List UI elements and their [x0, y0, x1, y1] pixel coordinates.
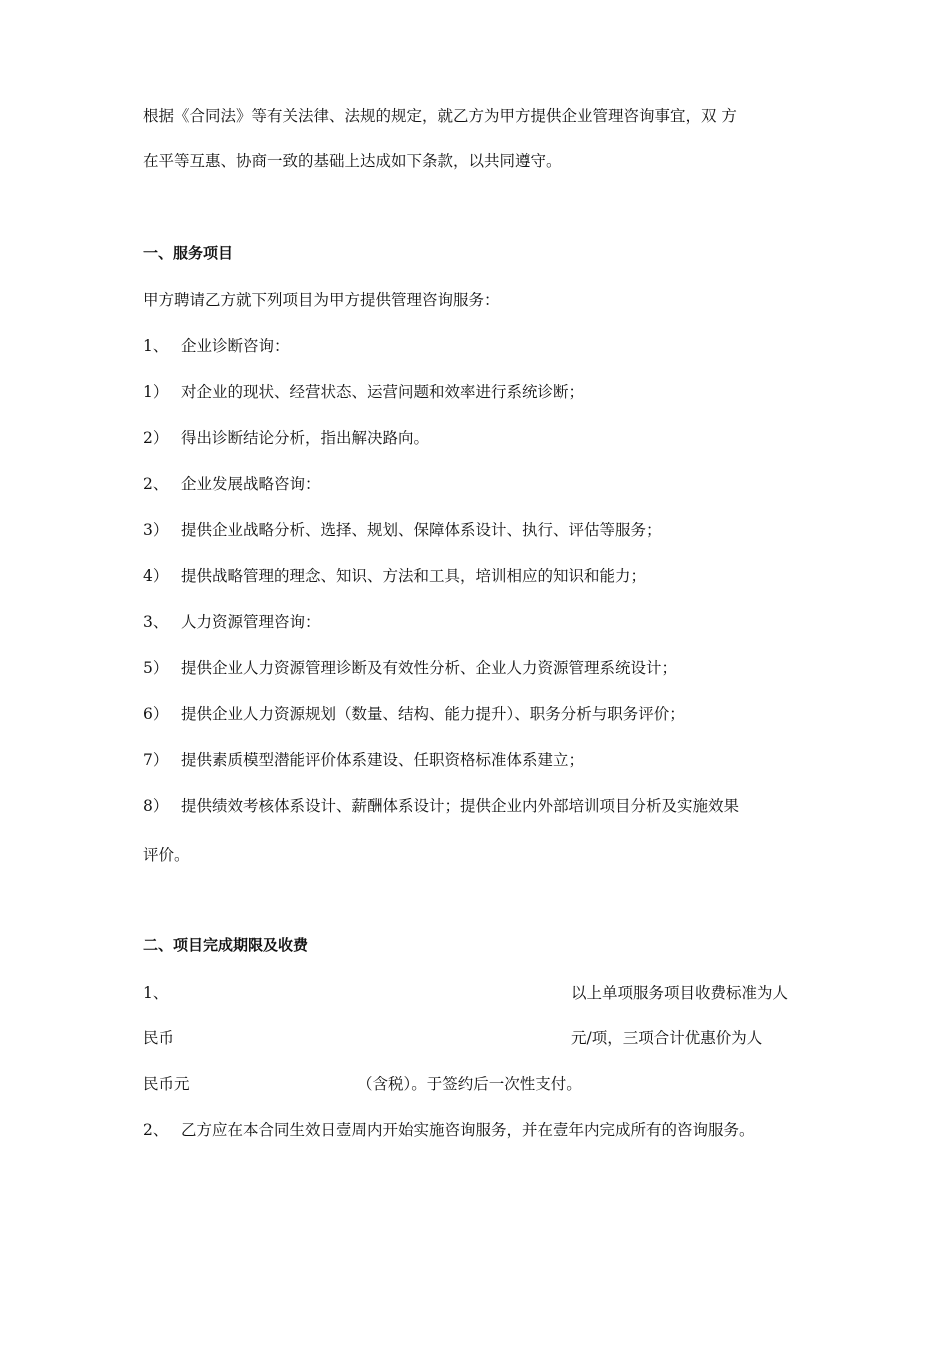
list-item — [143, 658, 677, 678]
list-item — [143, 382, 584, 402]
section-1-lead: 甲方聘请乙方就下列项目为甲方提供管理咨询服务： — [143, 291, 500, 309]
item-number: 2、 — [143, 1121, 169, 1139]
item-text: 人力资源管理咨询： — [181, 613, 321, 631]
item-text: 提供战略管理的理念、知识、方法和工具，培训相应的知识和能力； — [181, 567, 647, 585]
list-item — [143, 474, 321, 494]
item-number: 3） — [143, 521, 169, 539]
list-item — [143, 1120, 755, 1140]
item-text: 对企业的现状、经营状态、运营问题和效率进行系统诊断； — [181, 383, 585, 401]
item-text: 提供企业人力资源规划（数量、结构、能力提升）、职务分析与职务评价； — [181, 705, 685, 723]
intro-line-1: 根据《合同法》等有关法律、法规的规定，就乙方为甲方提供企业管理咨询事宜，双 方 — [143, 107, 737, 125]
list-item — [143, 612, 321, 632]
item-number: 7） — [143, 751, 169, 769]
item-number: 1、 — [143, 337, 169, 355]
item-text: 乙方应在本合同生效日壹周内开始实施咨询服务，并在壹年内完成所有的咨询服务。 — [181, 1121, 755, 1139]
item-number: 2） — [143, 429, 169, 447]
item-text: 提供绩效考核体系设计、薪酬体系设计；提供企业内外部培训项目分析及实施效果 — [181, 797, 740, 815]
list-item — [143, 796, 739, 816]
item-text: 企业发展战略咨询： — [181, 475, 321, 493]
item-number: 2、 — [143, 475, 169, 493]
list-item — [143, 704, 685, 724]
list-item — [143, 520, 662, 540]
list-item — [143, 750, 584, 770]
item-number: 5） — [143, 659, 169, 677]
fee-text-part-2b: 元/项，三项合计优惠价为人 — [571, 1029, 763, 1047]
list-item — [143, 428, 429, 448]
item-text: 得出诊断结论分析，指出解决路向。 — [181, 429, 430, 447]
section-2-heading: 二、项目完成期限及收费 — [143, 936, 309, 954]
fee-text-part-2a: 民币 — [143, 1029, 175, 1047]
item-text: 提供企业人力资源管理诊断及有效性分析、企业人力资源管理系统设计； — [181, 659, 678, 677]
item-number: 3、 — [143, 613, 169, 631]
item-text: 提供素质模型潜能评价体系建设、任职资格标准体系建立； — [181, 751, 585, 769]
section-1-heading: 一、服务项目 — [143, 244, 234, 262]
item-number: 6） — [143, 705, 169, 723]
list-item-wrap: 评价。 — [143, 846, 190, 864]
fee-item-number: 1、 — [143, 984, 169, 1002]
item-number: 1） — [143, 383, 169, 401]
item-number: 8） — [143, 797, 169, 815]
fee-text-part-3a: 民币元 — [143, 1075, 190, 1093]
item-text: 提供企业战略分析、选择、规划、保障体系设计、执行、评估等服务； — [181, 521, 662, 539]
list-item — [143, 336, 290, 356]
intro-line-2: 在平等互惠、协商一致的基础上达成如下条款，以共同遵守。 — [143, 152, 562, 170]
list-item — [143, 566, 646, 586]
fee-text-part-3b: （含税）。于签约后一次性支付。 — [357, 1075, 582, 1093]
item-text: 企业诊断咨询： — [181, 337, 290, 355]
item-number: 4） — [143, 567, 169, 585]
fee-text-part-1: 以上单项服务项目收费标准为人 — [571, 984, 789, 1002]
